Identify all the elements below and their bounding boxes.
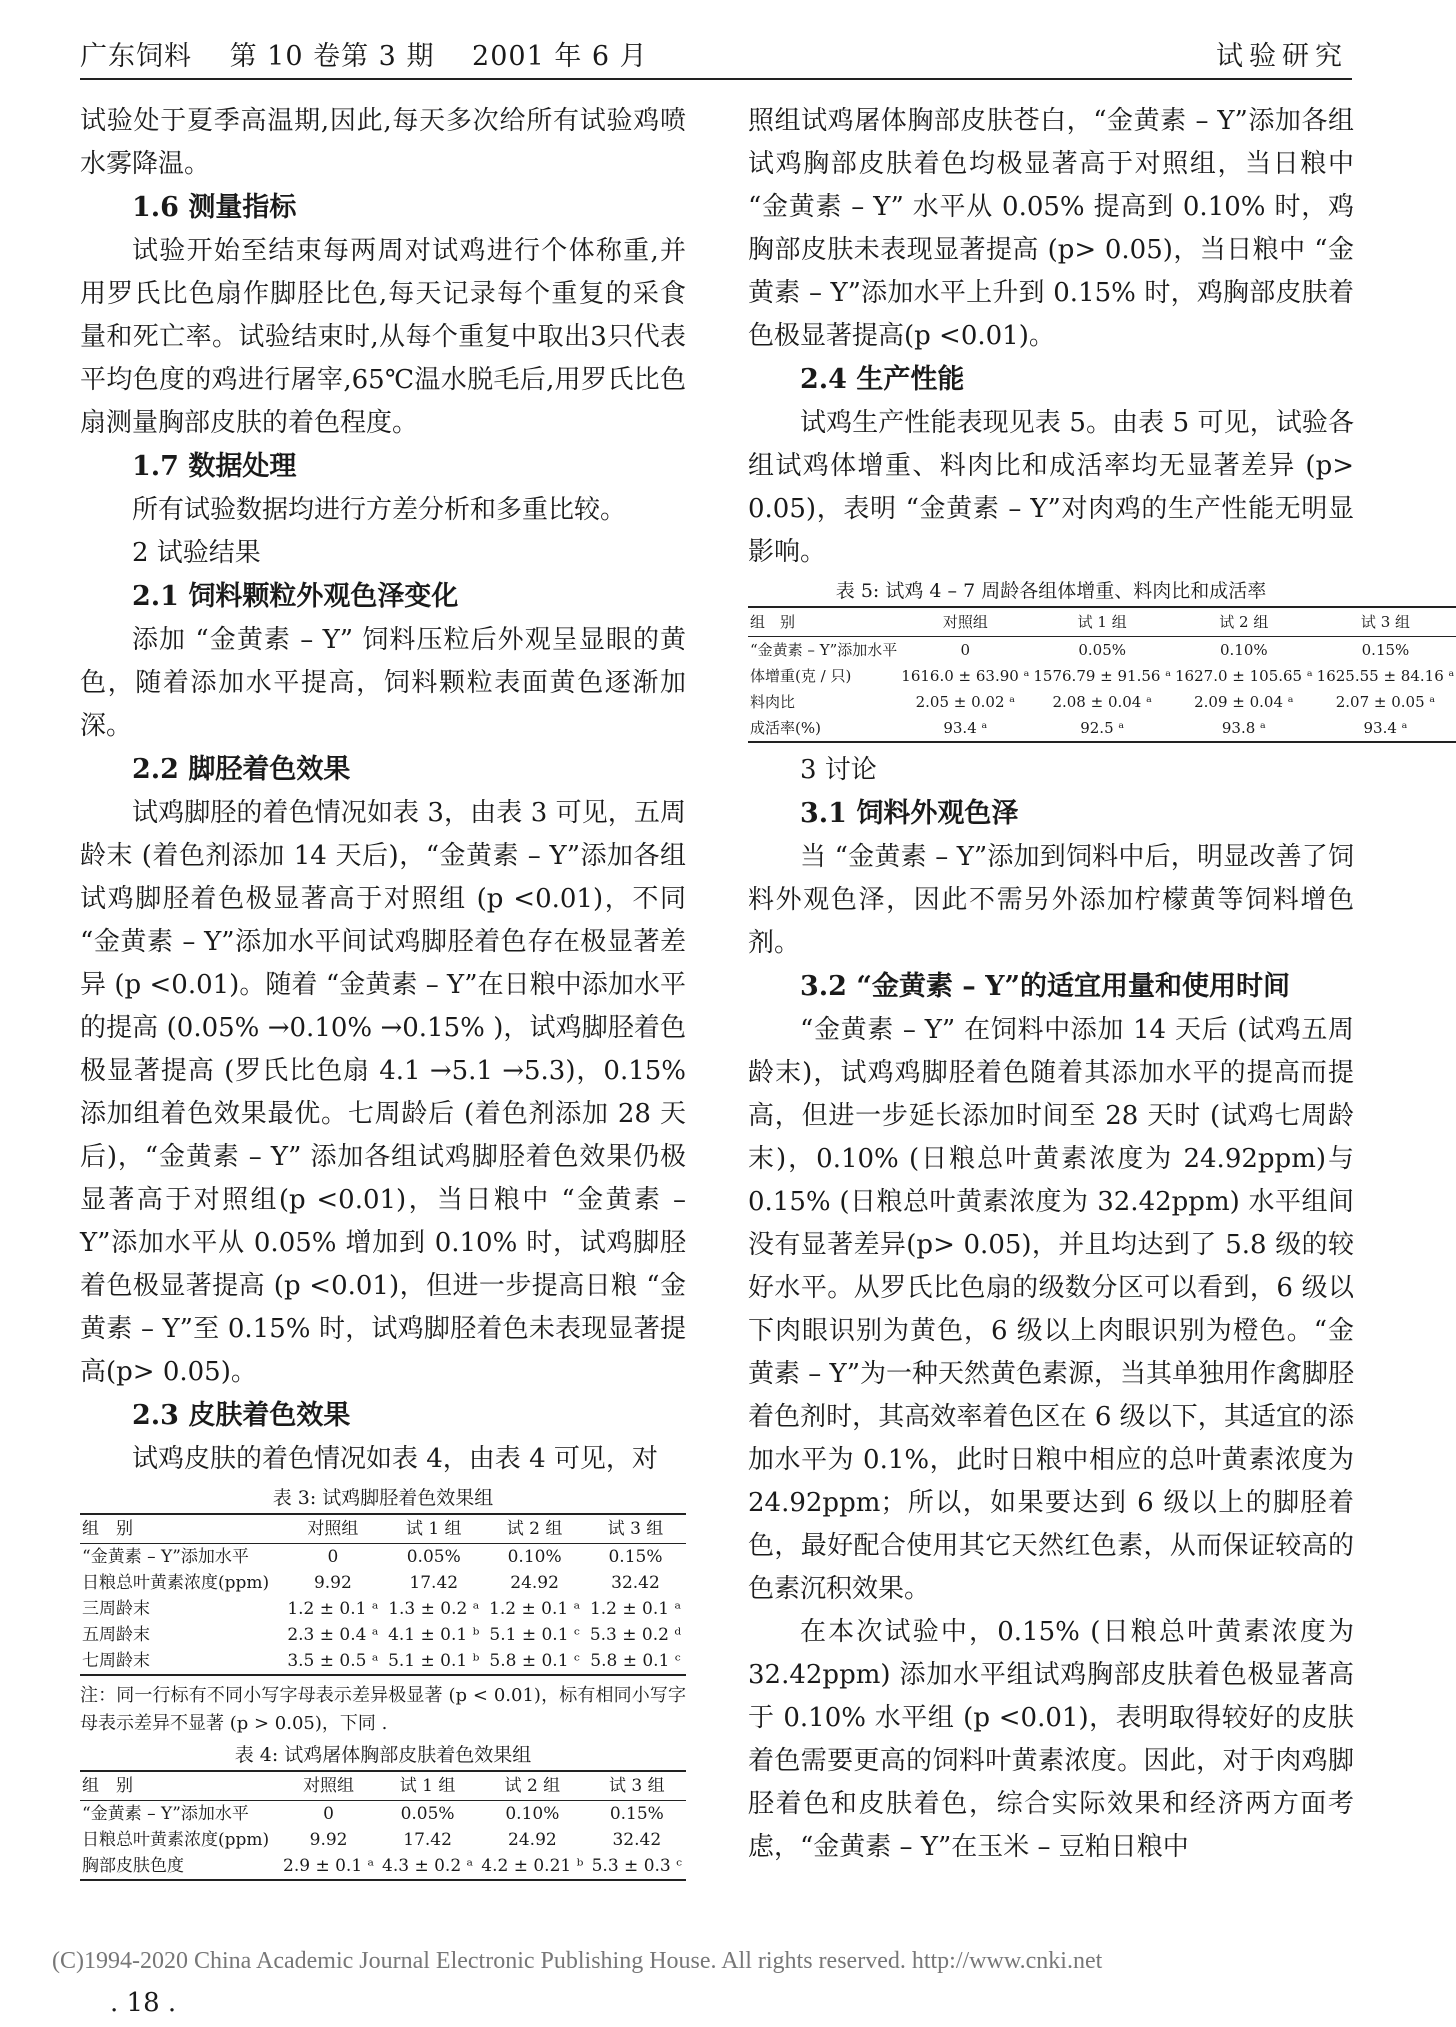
table-cell: 1576.79 ± 91.56 ᵃ xyxy=(1033,667,1172,685)
section-heading: 2.3 皮肤着色效果 xyxy=(132,1400,351,1431)
table-caption: 表 5: 试鸡 4 – 7 周龄各组体增重、料肉比和成活率 xyxy=(835,580,1267,602)
section-heading: 2.2 脚胫着色效果 xyxy=(132,754,351,785)
table-cell: 5.8 ± 0.1 ᶜ xyxy=(590,1651,681,1671)
table-row xyxy=(748,663,1456,689)
table-cell: 0.10% xyxy=(1220,641,1268,659)
table-cell: 日粮总叶黄素浓度(ppm) xyxy=(82,1830,270,1850)
table-row xyxy=(80,1622,686,1648)
table-row xyxy=(80,1801,686,1828)
section-heading: 3 讨论 xyxy=(800,755,877,785)
table-header-cell: 试 2 组 xyxy=(477,1771,588,1801)
table-cell: 17.42 xyxy=(409,1573,459,1593)
table-cell: 93.4 ᵃ xyxy=(1363,719,1408,737)
table-cell: 料肉比 xyxy=(750,693,796,711)
table-3 xyxy=(80,1513,686,1676)
table-header-row xyxy=(80,1771,686,1801)
table-cell: 93.4 ᵃ xyxy=(943,719,988,737)
table-cell: 2.07 ± 0.05 ᵃ xyxy=(1335,693,1436,711)
table-cell: 0.05% xyxy=(400,1804,455,1824)
table-cell: 4.3 ± 0.2 ᵃ xyxy=(382,1856,474,1876)
table-cell: 4.1 ± 0.1 ᵇ xyxy=(388,1625,480,1645)
table-cell: 32.42 xyxy=(612,1830,662,1850)
table-header-row xyxy=(80,1514,686,1544)
table-cell: 32.42 xyxy=(611,1573,660,1593)
table-cell: 17.42 xyxy=(403,1830,452,1850)
table-header-cell: 试 1 组 xyxy=(1031,607,1173,637)
page-number: . 18 . xyxy=(110,1988,177,2018)
table-cell: 24.92 xyxy=(508,1830,557,1850)
table-header-cell: 组 别 xyxy=(80,1771,279,1801)
table-header-cell: 试 3 组 xyxy=(588,1771,686,1801)
table-row xyxy=(80,1853,686,1880)
table-row xyxy=(80,1570,686,1596)
table-cell: 2.9 ± 0.1 ᵃ xyxy=(283,1856,375,1876)
table-header-cell: 对照组 xyxy=(899,607,1031,637)
table-cell: 体增重(克 / 只) xyxy=(750,667,852,685)
table-cell: 5.3 ± 0.3 ᶜ xyxy=(591,1856,683,1876)
table-cell: 1625.55 ± 84.16 ᵃ xyxy=(1316,667,1455,685)
paragraph: 当 “金黄素 – Y”添加到饲料中后，明显改善了饲料外观色泽，因此不需另外添加柠檬黄等饲料增色剂。 xyxy=(748,842,1354,958)
section-title: 试验研究 xyxy=(1216,41,1348,72)
table-row xyxy=(80,1827,686,1853)
table-cell: 0.05% xyxy=(406,1547,461,1567)
table-cell: 24.92 xyxy=(510,1573,559,1593)
journal-issue: 广东饲料 第 10 卷第 3 期 2001 年 6 月 xyxy=(80,41,648,72)
table-cell: 0.15% xyxy=(1361,641,1410,659)
table-cell: 2.05 ± 0.02 ᵃ xyxy=(915,693,1016,711)
table-cell: 1616.0 ± 63.90 ᵃ xyxy=(901,667,1030,685)
paragraph: 试鸡皮肤的着色情况如表 4，由表 4 可见，对 xyxy=(132,1444,658,1474)
table-cell: 5.8 ± 0.1 ᶜ xyxy=(489,1651,580,1671)
table-cell: 9.92 xyxy=(309,1830,348,1850)
page-header xyxy=(80,28,1352,80)
table-cell: 五周龄末 xyxy=(82,1625,150,1645)
section-heading: 2.4 生产性能 xyxy=(800,364,965,395)
paragraph: 添加 “金黄素 – Y” 饲料压粒后外观呈显眼的黄色，随着添加水平提高，饲料颗粒表面黄色逐渐加深。 xyxy=(80,625,686,741)
paragraph: 试验处于夏季高温期,因此,每天多次给所有试验鸡喷水雾降温。 xyxy=(80,106,686,179)
table-cell: 0.15% xyxy=(609,1804,664,1824)
table-cell: 1.2 ± 0.1 ᵃ xyxy=(589,1599,682,1619)
table-cell: 5.3 ± 0.2 ᵈ xyxy=(589,1625,682,1645)
table-cell: 日粮总叶黄素浓度(ppm) xyxy=(82,1573,270,1593)
table-cell: 0.10% xyxy=(507,1547,562,1567)
table-row xyxy=(80,1648,686,1675)
section-heading: 2.1 饲料颗粒外观色泽变化 xyxy=(132,581,459,612)
table-caption: 表 4: 试鸡屠体胸部皮肤着色效果组 xyxy=(234,1744,532,1766)
paragraph: 试鸡生产性能表现见表 5。由表 5 可见，试验各组试鸡体增重、料肉比和成活率均无显著差异 (p> 0.05)，表明 “金黄素 – Y”对肉鸡的生产性能无明显影响。 xyxy=(748,408,1354,567)
table-cell: 七周龄末 xyxy=(82,1651,150,1671)
table-cell: 4.2 ± 0.21 ᵇ xyxy=(481,1856,584,1876)
table-header-cell: 试 1 组 xyxy=(378,1771,477,1801)
table-header-cell: 试 1 组 xyxy=(383,1514,484,1544)
table-header-cell: 组 别 xyxy=(748,607,899,637)
table-row xyxy=(748,715,1456,742)
table-header-cell: 对照组 xyxy=(279,1771,378,1801)
table-cell: 93.8 ᵃ xyxy=(1221,719,1266,737)
table-header-cell: 组 别 xyxy=(80,1514,283,1544)
table-cell: 92.5 ᵃ xyxy=(1080,719,1125,737)
table-caption: 表 3: 试鸡脚胫着色效果组 xyxy=(272,1487,494,1509)
section-heading: 1.6 测量指标 xyxy=(132,192,297,223)
table-row xyxy=(80,1596,686,1622)
paragraph: 所有试验数据均进行方差分析和多重比较。 xyxy=(132,495,627,525)
table-5 xyxy=(748,606,1456,743)
paragraph: “金黄素 – Y” 在饲料中添加 14 天后 (试鸡五周龄末)，试鸡鸡脚胫着色随着其添加水平的提高而提高，但进一步延长添加时间至 28 天时 (试鸡七周龄末)，0.10% (日粮总叶黄素浓度为 24.92ppm)与 0.15% (日粮总叶黄素浓度为 32.42ppm) 水平组间没有显著差异(p> 0.05)，并且均达到了 5.8 级的较好水平。从罗氏比色扇的级数分区可以看到，6 级以下肉眼识别为黄色，6 级以上肉眼识别为橙色。“金黄素 – Y”为一种天然黄色素源，当其单独用作禽脚胫着色剂时，其高效率着色区在 6 级以下，其适宜的添加水平为 0.1%，此时日粮中相应的总叶黄素浓度为 24.92ppm；所以，如果要达到 6 级以上的脚胫着色，最好配合使用其它天然红色素，从而保证较高的色素沉积效果。 xyxy=(748,1015,1354,1604)
paragraph: 照组试鸡屠体胸部皮肤苍白，“金黄素 – Y”添加各组试鸡胸部皮肤着色均极显著高于对照组，当日粮中 “金黄素 – Y” 水平从 0.05% 提高到 0.10% 时，鸡胸部皮肤未表现显著提高 (p> 0.05)，当日粮中 “金黄素 – Y”添加水平上升到 0.15% 时，鸡胸部皮肤着色极显著提高(p <0.01)。 xyxy=(748,106,1354,351)
table-note: 注：同一行标有不同小写字母表示差异极显著 (p < 0.01)，标有相同小写字母表示差异不显著 (p > 0.05)，下同 . xyxy=(80,1685,686,1734)
table-cell: 1.2 ± 0.1 ᵃ xyxy=(489,1599,581,1619)
section-heading: 3.1 饲料外观色泽 xyxy=(800,798,1019,829)
table-header-cell: 试 2 组 xyxy=(1173,607,1315,637)
section-heading: 2 试验结果 xyxy=(132,538,261,568)
table-cell: 胸部皮肤色度 xyxy=(82,1856,184,1876)
table-cell: 0.15% xyxy=(608,1547,663,1567)
table-cell: 0 xyxy=(327,1547,339,1567)
table-row xyxy=(80,1544,686,1571)
table-cell: 9.92 xyxy=(313,1573,352,1593)
paragraph: 试鸡脚胫的着色情况如表 3，由表 3 可见，五周龄末 (着色剂添加 14 天后)，“金黄素 – Y”添加各组试鸡脚胫着色极显著高于对照组 (p <0.01)，不同 “金黄素 – Y”添加水平间试鸡脚胫着色存在极显著差异 (p <0.01)。随着 “金黄素 – Y”在日粮中添加水平的提高 (0.05% →0.10% →0.15% )，试鸡脚胫着色极显著提高 (罗氏比色扇 4.1 →5.1 →5.3)，0.15% 添加组着色效果最优。七周龄后 (着色剂添加 28 天后)，“金黄素 – Y” 添加各组试鸡脚胫着色效果仍极显著高于对照组(p <0.01)，当日粮中 “金黄素 – Y”添加水平从 0.05% 增加到 0.10% 时，试鸡脚胫着色极显著提高 (p <0.01)，但进一步提高日粮 “金黄素 – Y”至 0.15% 时，试鸡脚胫着色未表现显著提高(p> 0.05)。 xyxy=(80,798,686,1387)
table-cell: “金黄素 – Y”添加水平 xyxy=(82,1804,249,1824)
right-column xyxy=(748,100,1455,1869)
table-4 xyxy=(80,1770,686,1881)
table-cell: 2.3 ± 0.4 ᵃ xyxy=(287,1625,379,1645)
paragraph: 在本次试验中，0.15% (日粮总叶黄素浓度为 32.42ppm) 添加水平组试鸡胸部皮肤着色极显著高于 0.10% 水平组 (p <0.01)，表明取得较好的皮肤着色需要更高的饲料叶黄素浓度。因此，对于肉鸡脚胫着色和皮肤着色，综合实际效果和经济两方面考虑，“金黄素 – Y”在玉米 – 豆粕日粮中 xyxy=(748,1617,1354,1862)
table-cell: “金黄素 – Y”添加水平 xyxy=(82,1547,249,1567)
table-cell: 0 xyxy=(323,1804,334,1824)
table-cell: 5.1 ± 0.1 ᵇ xyxy=(388,1651,480,1671)
table-cell: 2.09 ± 0.04 ᵃ xyxy=(1194,693,1294,711)
copyright-notice: (C)1994-2020 China Academic Journal Electronic Publishing House. All rights reserved. http://www.cnki.net xyxy=(52,1948,1103,1974)
left-column xyxy=(80,100,686,1887)
table-cell: 三周龄末 xyxy=(82,1599,150,1619)
paragraph: 试验开始至结束每两周对试鸡进行个体称重,并用罗氏比色扇作脚胫比色,每天记录每个重复的采食量和死亡率。试验结束时,从每个重复中取出3只代表平均色度的鸡进行屠宰,65℃温水脱毛后,用罗氏比色扇测量胸部皮肤的着色程度。 xyxy=(80,236,686,438)
table-cell: 0.10% xyxy=(505,1804,560,1824)
table-cell: 0.05% xyxy=(1078,641,1127,659)
table-cell: 3.5 ± 0.5 ᵃ xyxy=(287,1651,379,1671)
table-row xyxy=(748,637,1456,664)
table-cell: 1627.0 ± 105.65 ᵃ xyxy=(1175,667,1313,685)
section-heading: 3.2 “金黄素 – Y”的适宜用量和使用时间 xyxy=(800,971,1291,1002)
table-cell: 0 xyxy=(960,641,971,659)
table-header-cell: 试 3 组 xyxy=(1315,607,1456,637)
table-cell: 成活率(%) xyxy=(750,719,821,737)
table-header-cell: 对照组 xyxy=(283,1514,384,1544)
table-cell: 2.08 ± 0.04 ᵃ xyxy=(1052,693,1152,711)
table-cell: 5.1 ± 0.1 ᶜ xyxy=(489,1625,580,1645)
section-heading: 1.7 数据处理 xyxy=(132,451,297,482)
table-cell: “金黄素 – Y”添加水平 xyxy=(750,641,898,659)
table-header-row xyxy=(748,607,1456,637)
table-cell: 1.2 ± 0.1 ᵃ xyxy=(287,1599,379,1619)
table-row xyxy=(748,689,1456,715)
table-cell: 1.3 ± 0.2 ᵃ xyxy=(388,1599,480,1619)
table-header-cell: 试 2 组 xyxy=(484,1514,585,1544)
table-header-cell: 试 3 组 xyxy=(585,1514,686,1544)
